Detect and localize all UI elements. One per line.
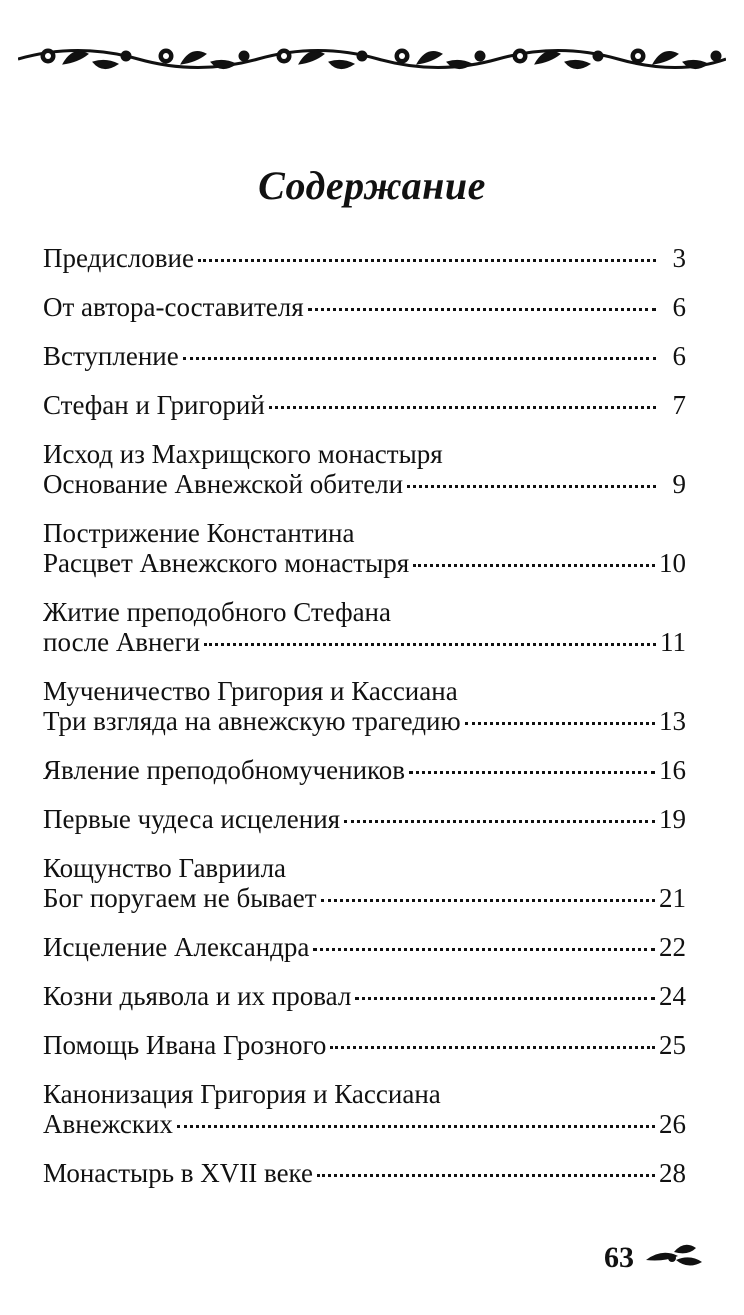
toc-entry-title: Стефан и Григорий: [43, 390, 265, 420]
dot-leader: [407, 485, 656, 488]
toc-line: [43, 243, 686, 273]
page-footer: [604, 1240, 704, 1276]
table-of-contents: [43, 243, 686, 1207]
toc-line: [43, 292, 686, 322]
toc-entry: [43, 932, 686, 962]
dot-leader: [313, 948, 655, 951]
toc-entry-title: после Авнеги: [43, 627, 201, 657]
toc-entry: [43, 1158, 686, 1188]
toc-entry: [43, 981, 686, 1011]
toc-line: [43, 518, 686, 548]
dot-leader: [413, 564, 655, 567]
toc-entry: [43, 292, 686, 322]
toc-page-number: 9: [672, 469, 686, 499]
toc-entry: [43, 597, 686, 657]
toc-entry: [43, 853, 686, 913]
toc-page-number: 28: [659, 1158, 686, 1188]
toc-entry-title: Козни дьявола и их провал: [43, 981, 352, 1011]
toc-entry-title: Исход из Махрищского монастыря: [43, 439, 443, 469]
toc-line: [43, 1030, 686, 1060]
toc-page-number: 19: [659, 804, 686, 834]
toc-page-number: 6: [672, 292, 686, 322]
toc-line: [43, 548, 686, 578]
toc-entry-title: Монастырь в XVII веке: [43, 1158, 313, 1188]
toc-entry: [43, 1030, 686, 1060]
toc-entry: [43, 390, 686, 420]
toc-entry: [43, 243, 686, 273]
toc-line: [43, 627, 686, 657]
toc-line: [43, 883, 686, 913]
toc-entry-title: Явление преподобномучеников: [43, 755, 406, 785]
dot-leader: [465, 722, 655, 725]
toc-line: [43, 469, 686, 499]
dot-leader: [198, 259, 656, 262]
toc-page-number: 16: [659, 755, 686, 785]
page-title: Содержание: [258, 163, 486, 208]
dot-leader: [409, 771, 655, 774]
toc-line: [43, 755, 686, 785]
toc-line: [43, 1158, 686, 1188]
toc-entry-title: От автора-составителя: [43, 292, 304, 322]
floral-border-ornament: [18, 34, 726, 84]
toc-page-number: 7: [672, 390, 686, 420]
toc-line: [43, 341, 686, 371]
dot-leader: [321, 899, 655, 902]
toc-entry-title: Первые чудеса исцеления: [43, 804, 341, 834]
toc-entry-title: Исцеление Александра: [43, 932, 310, 962]
toc-page-number: 13: [659, 706, 686, 736]
toc-line: [43, 706, 686, 736]
toc-entry-title: Предисловие: [43, 243, 194, 273]
toc-line: [43, 597, 686, 627]
toc-page-number: 10: [659, 548, 686, 578]
dot-leader: [344, 820, 655, 823]
toc-page-number: 21: [659, 883, 686, 913]
toc-entry: [43, 755, 686, 785]
toc-line: [43, 439, 686, 469]
dot-leader: [308, 308, 656, 311]
toc-line: [43, 1109, 686, 1139]
toc-line: [43, 1079, 686, 1109]
dot-leader: [177, 1125, 655, 1128]
page-number: 63: [604, 1241, 634, 1274]
toc-entry-title: Вступление: [43, 341, 179, 371]
dot-leader: [269, 406, 656, 409]
dot-leader: [355, 997, 655, 1000]
toc-entry: [43, 804, 686, 834]
toc-entry: [43, 676, 686, 736]
toc-page-number: 24: [659, 981, 686, 1011]
toc-entry: [43, 439, 686, 499]
toc-entry-title: Основание Авнежской обители: [43, 469, 404, 499]
toc-page-number: 25: [659, 1030, 686, 1060]
toc-page-number: 26: [659, 1109, 686, 1139]
toc-entry-title: Канонизация Григория и Кассиана: [43, 1079, 441, 1109]
floral-sprig-icon: [644, 1240, 704, 1276]
toc-entry-title: Кощунство Гавриила: [43, 853, 287, 883]
toc-line: [43, 804, 686, 834]
toc-entry-title: Авнежских: [43, 1109, 173, 1139]
toc-entry-title: Помощь Ивана Грозного: [43, 1030, 327, 1060]
toc-line: [43, 390, 686, 420]
toc-entry-title: Три взгляда на авнежскую трагедию: [43, 706, 461, 736]
toc-line: [43, 853, 686, 883]
toc-entry: [43, 1079, 686, 1139]
toc-entry-title: Житие преподобного Стефана: [43, 597, 391, 627]
dot-leader: [317, 1174, 655, 1177]
toc-line: [43, 932, 686, 962]
toc-entry: [43, 518, 686, 578]
toc-entry-title: Пострижение Константина: [43, 518, 355, 548]
toc-page-number: 11: [660, 627, 686, 657]
dot-leader: [183, 357, 656, 360]
toc-page-number: 3: [672, 243, 686, 273]
dot-leader: [204, 643, 656, 646]
dot-leader: [330, 1046, 655, 1049]
toc-entry-title: Мученичество Григория и Кассиана: [43, 676, 458, 706]
toc-page-number: 22: [659, 932, 686, 962]
toc-line: [43, 676, 686, 706]
toc-line: [43, 981, 686, 1011]
toc-entry: [43, 341, 686, 371]
toc-page-number: 6: [672, 341, 686, 371]
toc-entry-title: Бог поругаем не бывает: [43, 883, 317, 913]
toc-entry-title: Расцвет Авнежского монастыря: [43, 548, 410, 578]
